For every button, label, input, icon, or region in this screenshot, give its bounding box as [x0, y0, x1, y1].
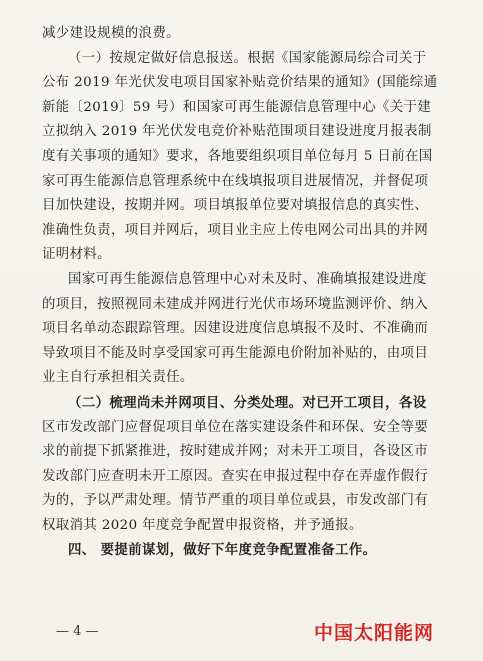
text-line: 度有关事项的通知》要求，各地要组织项目单位每月 5 日前在国	[42, 148, 433, 164]
text-line: （一）按规定做好信息报送。根据《国家能源局综合司关于	[68, 50, 427, 66]
watermark-logo-text: 中国太阳能网	[314, 622, 435, 644]
text-line: 发改部门应查明未开工原因。查实在申报过程中存在弄虚作假行	[42, 468, 429, 484]
page-number: — 4 —	[56, 624, 99, 639]
text-line: 国家可再生能源信息管理中心对未及时、准确填报建设进度	[68, 271, 427, 287]
text-line: 家可再生能源信息管理系统中在线填报项目进展情况，并督促项	[42, 173, 429, 189]
text-line: 的项目，按照视同未建成并网进行光伏市场环境监测评价、纳入	[42, 296, 429, 312]
text-line: 区市发改部门应督促项目单位在落实建设条件和环保、安全等要	[42, 419, 429, 435]
section-heading-line: 四、 要提前谋划，做好下年度竞争配置准备工作。	[68, 542, 377, 559]
text-line: 业主自行承担相关责任。	[42, 370, 194, 386]
text-line: 公布 2019 年光伏发电项目国家补贴竞价结果的通知》(国能综通	[42, 75, 438, 91]
text-line: 导致项目不能及时享受国家可再生能源电价附加补贴的，由项目	[42, 345, 429, 361]
text-line: 求的前提下抓紧推进，按时建成并网；对未开工项目，各设区市	[42, 444, 429, 460]
text-line: 权取消其 2020 年度竞争配置申报资格，并予通报。	[42, 517, 363, 533]
text-line: 为的，予以严肃处理。情节严重的项目单位或县，市发改部门有	[42, 493, 429, 509]
text-line: 准确性负责，项目并网后，项目业主应上传电网公司出具的并网	[42, 222, 429, 238]
text-line: 立拟纳入 2019 年光伏发电竞价补贴范围项目建设进度月报表制	[42, 124, 432, 140]
text-line: 新能〔2019〕59 号）和国家可再生能源信息管理中心《关于建	[42, 99, 432, 115]
text-line: 项目名单动态跟踪管理。因建设进度信息填报不及时、不准确而	[42, 321, 429, 337]
text-line: 证明材料。	[42, 247, 111, 263]
body-text	[42, 22, 460, 563]
text-line: 目加快建设，按期并网。项目填报单位要对填报信息的真实性、	[42, 198, 429, 214]
text-line: 减少建设规模的浪费。	[42, 26, 180, 41]
section-heading-line: （二）梳理尚未并网项目、分类处理。对已开工项目，各设	[68, 394, 427, 411]
